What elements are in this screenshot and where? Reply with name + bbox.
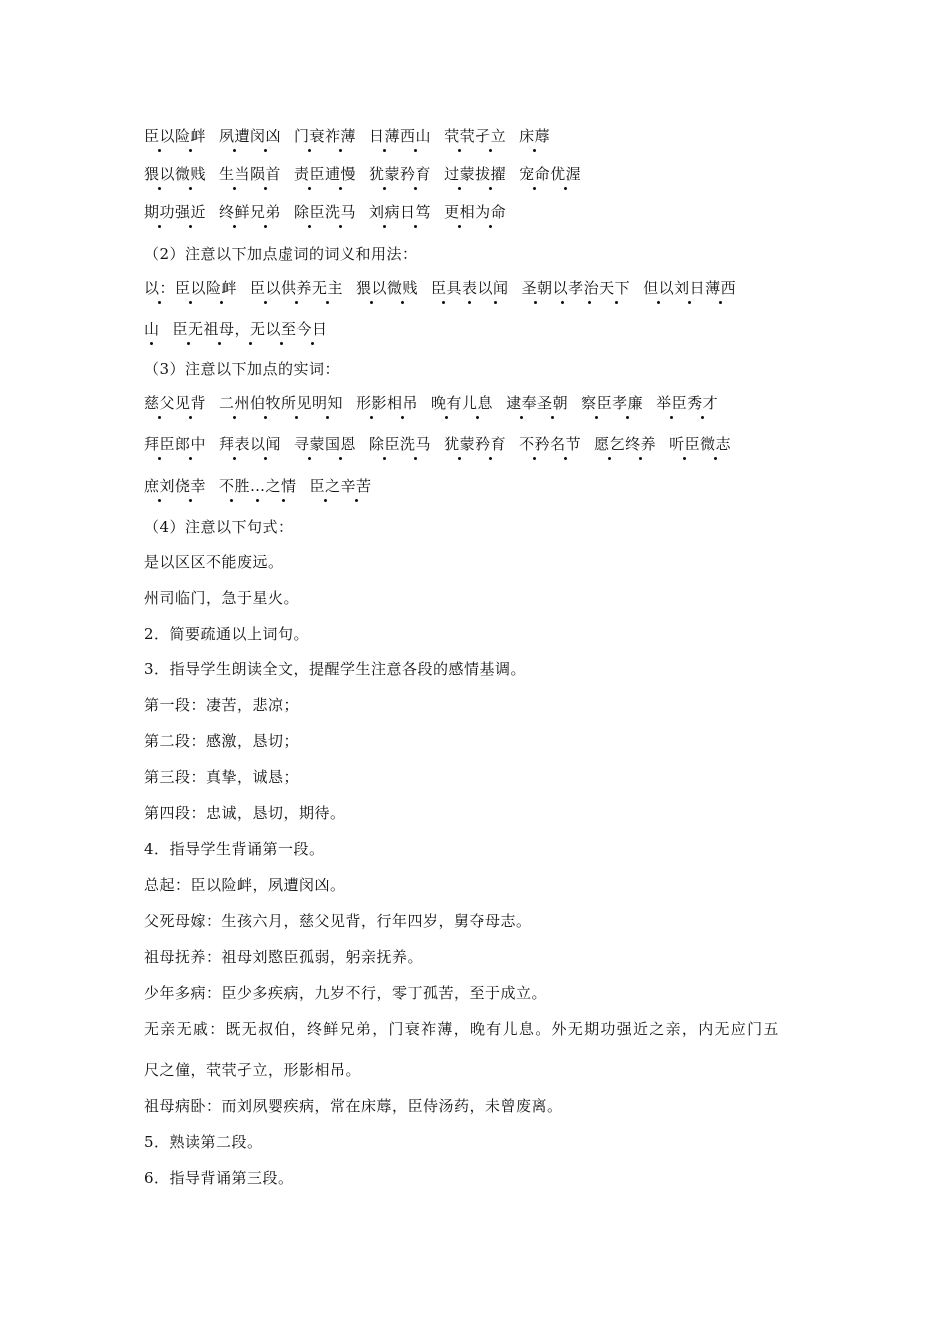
- example-phrase: 听臣微志: [669, 434, 731, 454]
- emphasis-dot: [683, 457, 686, 460]
- paragraph-tone: 第四段：忠诚，恳切，期待。: [144, 804, 346, 822]
- emphasis-dot: [158, 225, 161, 228]
- emphasis-dot: [158, 187, 161, 190]
- example-phrase: 形影相吊: [356, 393, 418, 413]
- function-words-line-2: [144, 319, 328, 339]
- emphasis-dot: [264, 416, 267, 419]
- example-phrase: 除臣洗马: [369, 434, 431, 454]
- vocab-phrase: 宠命优渥: [519, 164, 581, 184]
- emphasis-dot: [564, 457, 567, 460]
- emphasis-dot: [588, 301, 591, 304]
- emphasis-dot: [468, 301, 471, 304]
- emphasis-dot: [414, 225, 417, 228]
- emphasis-dot: [489, 457, 492, 460]
- vocab-row-2: [144, 164, 581, 184]
- emphasis-dot: [189, 187, 192, 190]
- emphasis-dot: [445, 416, 448, 419]
- emphasis-dot: [324, 499, 327, 502]
- emphasis-dot: [308, 457, 311, 460]
- emphasis-dot: [339, 187, 342, 190]
- emphasis-dot: [220, 301, 223, 304]
- emphasis-dot: [326, 301, 329, 304]
- emphasis-dot: [189, 225, 192, 228]
- emphasis-dot: [370, 301, 373, 304]
- emphasis-dot: [308, 225, 311, 228]
- emphasis-dot: [520, 416, 523, 419]
- example-phrase: 以：臣以险衅: [144, 278, 237, 298]
- emphasis-dot: [264, 187, 267, 190]
- section-heading: （2）注意以下加点虚词的词义和用法：: [144, 245, 418, 263]
- emphasis-dot: [311, 342, 314, 345]
- emphasis-dot: [401, 416, 404, 419]
- emphasis-dot: [233, 457, 236, 460]
- emphasis-dot: [308, 149, 311, 152]
- example-phrase: 庶刘侥幸: [144, 476, 206, 496]
- emphasis-dot: [458, 187, 461, 190]
- emphasis-dot: [264, 457, 267, 460]
- emphasis-dot: [370, 416, 373, 419]
- example-phrase: 晚有儿息: [431, 393, 493, 413]
- emphasis-dot: [158, 499, 161, 502]
- step-item: 5．熟读第二段。: [144, 1133, 263, 1151]
- emphasis-dot: [264, 149, 267, 152]
- emphasis-dot: [533, 149, 536, 152]
- paragraph-tone: 第一段：凄苦，悲凉；: [144, 696, 300, 714]
- emphasis-dot: [615, 301, 618, 304]
- summary-line: 祖母抚养：祖母刘愍臣孤弱，躬亲抚养。: [144, 948, 424, 966]
- emphasis-dot: [158, 457, 161, 460]
- emphasis-dot: [489, 187, 492, 190]
- vocab-phrase: 更相为命: [444, 202, 506, 222]
- vocab-phrase: 期功强近: [144, 202, 206, 222]
- vocab-phrase: 猥以微贱: [144, 164, 206, 184]
- paragraph-tone: 第三段：真挚，诚恳；: [144, 768, 300, 786]
- emphasis-dot: [533, 187, 536, 190]
- example-phrase: 圣朝以孝治天下: [522, 278, 631, 298]
- vocab-phrase: 终鲜兄弟: [219, 202, 281, 222]
- summary-line: 少年多病：臣少多疾病，九岁不行，零丁孤苦，至于成立。: [144, 984, 548, 1002]
- example-phrase: 不矜名节: [519, 434, 581, 454]
- step-item: 2．简要疏通以上词句。: [144, 625, 310, 643]
- emphasis-dot: [639, 457, 642, 460]
- summary-line: 无亲无戚：既无叔伯，终鲜兄弟，门衰祚薄，晚有儿息。外无期功强近之亲，内无应门五: [144, 1020, 780, 1038]
- section-heading: （4）注意以下句式：: [144, 518, 294, 536]
- example-phrase: 但以刘日薄西: [643, 278, 736, 298]
- example-phrase: 寻蒙国恩: [294, 434, 356, 454]
- summary-line: 祖母病卧：而刘夙婴疾病，常在床蓐，臣侍汤药，未曾废离。: [144, 1097, 563, 1115]
- emphasis-dot: [264, 225, 267, 228]
- section-heading: （3）注意以下加点的实词：: [144, 360, 341, 378]
- emphasis-dot: [189, 457, 192, 460]
- emphasis-dot: [442, 301, 445, 304]
- emphasis-dot: [383, 187, 386, 190]
- emphasis-dot: [626, 416, 629, 419]
- example-phrase: 慈父见背: [144, 393, 206, 413]
- emphasis-dot: [308, 187, 311, 190]
- emphasis-dot: [383, 149, 386, 152]
- vocab-phrase: 门衰祚薄: [294, 126, 356, 146]
- emphasis-dot: [719, 301, 722, 304]
- example-phrase: 举臣秀才: [656, 393, 718, 413]
- example-phrase: 臣无祖母，无以至今日: [173, 319, 328, 339]
- emphasis-dot: [383, 457, 386, 460]
- vocab-row-1: [144, 126, 550, 146]
- emphasis-dot: [189, 149, 192, 152]
- emphasis-dot: [657, 301, 660, 304]
- example-phrase: 臣以供养无主: [250, 278, 343, 298]
- function-words-line-1: [144, 278, 736, 298]
- emphasis-dot: [458, 149, 461, 152]
- step-item: 6．指导背诵第三段。: [144, 1169, 294, 1187]
- example-phrase: 臣具表以闻: [431, 278, 509, 298]
- emphasis-dot: [150, 342, 153, 345]
- vocab-phrase: 犹蒙矜育: [369, 164, 431, 184]
- emphasis-dot: [158, 149, 161, 152]
- step-item: 4．指导学生背诵第一段。: [144, 840, 325, 858]
- vocab-phrase: 夙遭闵凶: [219, 126, 281, 146]
- vocab-phrase: 茕茕孑立: [444, 126, 506, 146]
- example-phrase: 察臣孝廉: [581, 393, 643, 413]
- example-phrase: 愿乞终养: [594, 434, 656, 454]
- emphasis-dot: [256, 499, 259, 502]
- summary-line: 总起：臣以险衅，夙遭闵凶。: [144, 876, 346, 894]
- emphasis-dot: [383, 225, 386, 228]
- emphasis-dot: [608, 457, 611, 460]
- emphasis-dot: [701, 416, 704, 419]
- emphasis-dot: [264, 301, 267, 304]
- emphasis-dot: [189, 499, 192, 502]
- step-item: 3．指导学生朗读全文，提醒学生注意各段的感情基调。: [144, 660, 527, 678]
- emphasis-dot: [688, 301, 691, 304]
- emphasis-dot: [494, 301, 497, 304]
- emphasis-dot: [414, 187, 417, 190]
- content-words-line-3: [144, 476, 372, 496]
- emphasis-dot: [158, 301, 161, 304]
- emphasis-dot: [233, 225, 236, 228]
- emphasis-dot: [595, 416, 598, 419]
- example-phrase: 不胜…之情: [219, 476, 297, 496]
- example-phrase: 臣之辛苦: [310, 476, 372, 496]
- emphasis-dot: [489, 225, 492, 228]
- emphasis-dot: [489, 149, 492, 152]
- content-words-line-2: [144, 434, 731, 454]
- vocab-phrase: 床蓐: [519, 126, 550, 146]
- emphasis-dot: [230, 499, 233, 502]
- emphasis-dot: [187, 342, 190, 345]
- emphasis-dot: [282, 499, 285, 502]
- emphasis-dot: [476, 416, 479, 419]
- vocab-phrase: 日薄西山: [369, 126, 431, 146]
- vocab-phrase: 臣以险衅: [144, 126, 206, 146]
- vocab-phrase: 过蒙拔擢: [444, 164, 506, 184]
- emphasis-dot: [339, 225, 342, 228]
- vocab-phrase: 除臣洗马: [294, 202, 356, 222]
- emphasis-dot: [233, 187, 236, 190]
- vocab-phrase: 生当陨首: [219, 164, 281, 184]
- emphasis-dot: [249, 342, 252, 345]
- vocab-phrase: 责臣逋慢: [294, 164, 356, 184]
- vocab-row-3: [144, 202, 506, 222]
- paragraph-tone: 第二段：感激，恳切；: [144, 732, 300, 750]
- example-phrase: 山: [144, 319, 160, 339]
- sentence-pattern: 是以区区不能废远。: [144, 553, 284, 571]
- example-phrase: 拜表以闻: [219, 434, 281, 454]
- emphasis-dot: [561, 301, 564, 304]
- emphasis-dot: [534, 301, 537, 304]
- example-phrase: 猥以微贱: [356, 278, 418, 298]
- emphasis-dot: [218, 342, 221, 345]
- emphasis-dot: [339, 149, 342, 152]
- emphasis-dot: [355, 499, 358, 502]
- emphasis-dot: [339, 457, 342, 460]
- content-words-line-1: [144, 393, 718, 413]
- emphasis-dot: [458, 225, 461, 228]
- emphasis-dot: [295, 416, 298, 419]
- summary-line: 父死母嫁：生孩六月，慈父见背，行年四岁，舅夺母志。: [144, 912, 532, 930]
- vocab-phrase: 刘病日笃: [369, 202, 431, 222]
- emphasis-dot: [295, 301, 298, 304]
- emphasis-dot: [414, 149, 417, 152]
- emphasis-dot: [401, 301, 404, 304]
- sentence-pattern: 州司临门，急于星火。: [144, 589, 300, 607]
- emphasis-dot: [189, 416, 192, 419]
- emphasis-dot: [326, 416, 329, 419]
- example-phrase: 拜臣郎中: [144, 434, 206, 454]
- emphasis-dot: [670, 416, 673, 419]
- emphasis-dot: [233, 149, 236, 152]
- emphasis-dot: [533, 457, 536, 460]
- emphasis-dot: [714, 457, 717, 460]
- emphasis-dot: [233, 416, 236, 419]
- emphasis-dot: [414, 457, 417, 460]
- example-phrase: 逮奉圣朝: [506, 393, 568, 413]
- example-phrase: 犹蒙矜育: [444, 434, 506, 454]
- example-phrase: 二州伯牧所见明知: [219, 393, 343, 413]
- emphasis-dot: [458, 457, 461, 460]
- emphasis-dot: [280, 342, 283, 345]
- emphasis-dot: [158, 416, 161, 419]
- summary-line: 尺之僮，茕茕孑立，形影相吊。: [144, 1061, 362, 1079]
- emphasis-dot: [564, 187, 567, 190]
- emphasis-dot: [551, 416, 554, 419]
- emphasis-dot: [189, 301, 192, 304]
